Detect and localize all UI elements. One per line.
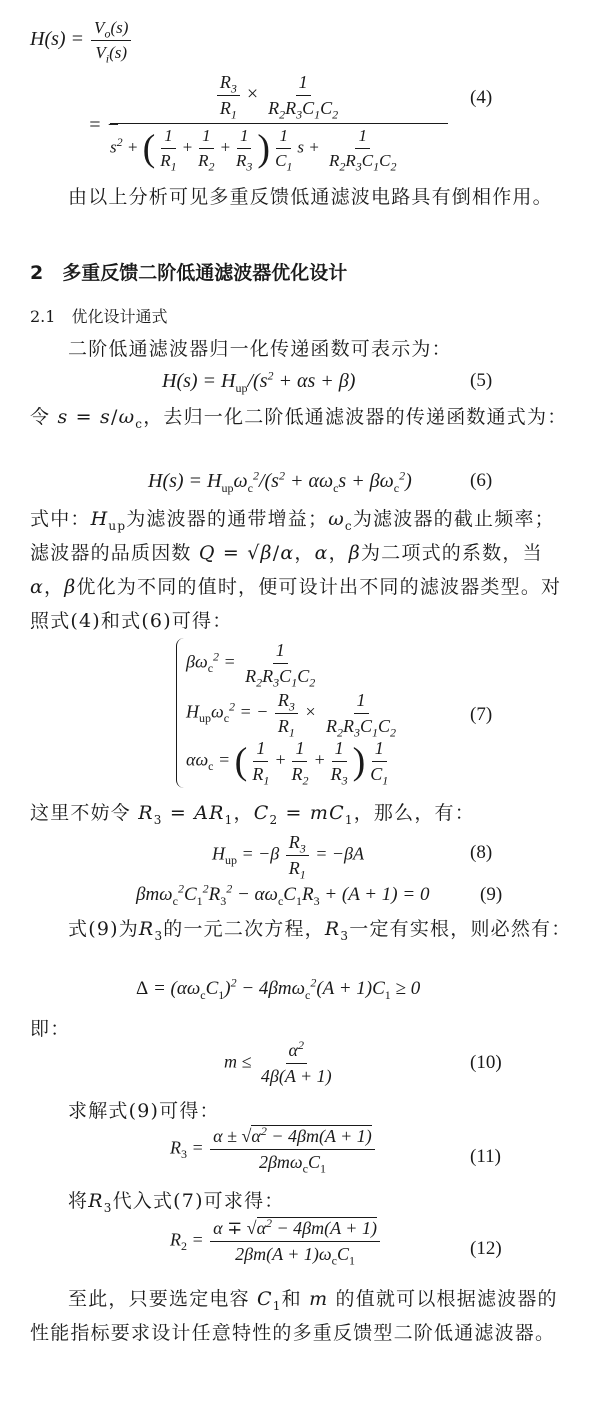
- paragraph-definitions: 式中：$H_{up}$为滤波器的通带增益；$\omega_c$为滤波器的截止频率；滤波器的品质因数 Q = √β/α，α，β为二项式的系数，当α，β优化为不同的值时，便可设计出不同的滤波器类型。对照式(4)和式(6)可得：: [30, 508, 562, 632]
- eq4-vo-over-vi: $\frac{V_o(s)}{V_i(s)}$: [91, 18, 131, 63]
- section-2-title: 2 多重反馈二阶低通滤波器优化设计: [30, 262, 348, 284]
- eq10-number: (10): [470, 1052, 502, 1073]
- eq12-number: (12): [470, 1238, 502, 1259]
- equation-10: m ≤ $\frac{\alpha^2}{4\beta(A + 1)}$: [224, 1038, 332, 1086]
- equation-discriminant: $\Delta = (\alpha\omega_cC_1)^2 - 4\beta m\omega_c^2(A + 1)C_1 \ge 0$: [136, 975, 421, 1002]
- paragraph-normalized-transfer: 二阶低通滤波器归一化传递函数可表示为：: [68, 338, 452, 360]
- eq4-number: (4): [470, 87, 493, 108]
- eq4-denominator: $s^2$ + ( $\frac{1}{R_1}$ + $\frac{1}{R_2}$ + $\frac{1}{R_3}$ ) $\frac{1}{C_1}$ s + $\frac{1}{R_2R_3C_1C_2}$: [110, 126, 397, 174]
- eq7-number: (7): [470, 704, 493, 725]
- equation-7-line1: $\beta\omega_c^2$ = $\frac{1}{R_2R_3C_1C_2}$: [186, 640, 316, 690]
- equation-8: $H_{up} = -\beta$ $\frac{R_3}{R_1}$ = −βA: [212, 832, 365, 882]
- equation-4-line1: [30, 18, 133, 66]
- equation-12: $R_2$ = $\frac{\alpha \mp √\alpha^2 - 4\beta m(A + 1)}{2\beta m(A + 1)\omega_cC_1}$: [170, 1218, 382, 1265]
- paragraph-quadratic: 式(9)为$R_3$的一元二次方程，$R_3$一定有实根，则必然有：: [68, 918, 572, 943]
- equation-11: $R_3$ = $\frac{\alpha \pm √\alpha^2 - 4\beta m(A + 1)}{2\beta m\omega_cC_1}$: [170, 1126, 377, 1173]
- paragraph-solve-9: 求解式(9)可得：: [68, 1100, 220, 1122]
- equation-4-line2: [88, 72, 448, 182]
- paragraph-denormalize: 令 $s = s/\omega_c$，去归一化二阶低通滤波器的传递函数通式为：: [30, 406, 568, 431]
- eq4-main-fraction-bar: [110, 123, 448, 124]
- eq11-number: (11): [470, 1146, 501, 1167]
- paragraph-namely: 即：: [30, 1018, 71, 1040]
- eq8-number: (8): [470, 842, 493, 863]
- paragraph-conclusion: 至此，只要选定电容 $C_1$和 m 的值就可以根据滤波器的性能指标要求设计任意特性的多重反馈型二阶低通滤波器。: [30, 1288, 558, 1344]
- eq9-number: (9): [480, 884, 503, 905]
- eq4-lhs: H(s) =: [30, 28, 85, 51]
- equation-9: $\beta m\omega_c^2C_1^2R_3^2 - \alpha\omega_cC_1R_3 + (A + 1) = 0$: [136, 881, 430, 908]
- paragraph-substitute: 将$R_3$代入式(7)可求得：: [68, 1190, 285, 1215]
- equation-5: $H(s) = H_{up}/(s^2 + \alpha s + \beta)$: [162, 368, 356, 395]
- eq4-minus-eq: = −: [88, 114, 120, 136]
- equation-7-line3: $\alpha\omega_c$ = ( $\frac{1}{R_1}$ + $\frac{1}{R_2}$ + $\frac{1}{R_3}$ ) $\frac{1}{C_1}$: [186, 738, 389, 788]
- section-2-1-title: 2.1 优化设计通式: [30, 307, 168, 326]
- paragraph-let-ratios: 这里不妨令 $R_3 = AR_1$，$C_2 = mC_1$，那么，有：: [30, 802, 475, 827]
- equation-6: $H(s) = H_{up}\omega_c^2/(s^2 + \alpha\omega_cs + \beta\omega_c^2)$: [148, 468, 412, 495]
- eq4-numerator: $\frac{R_3}{R_1}$ × $\frac{1}{R_2R_3C_1C_2}$: [110, 72, 448, 119]
- paragraph-inversion: 由以上分析可见多重反馈低通滤波电路具有倒相作用。: [68, 186, 553, 208]
- eq6-number: (6): [470, 470, 493, 491]
- equation-7-line2: $H_{up}\omega_c^2$ = − $\frac{R_3}{R_1}$ × $\frac{1}{R_2R_3C_1C_2}$: [186, 690, 397, 740]
- eq5-number: (5): [470, 370, 493, 391]
